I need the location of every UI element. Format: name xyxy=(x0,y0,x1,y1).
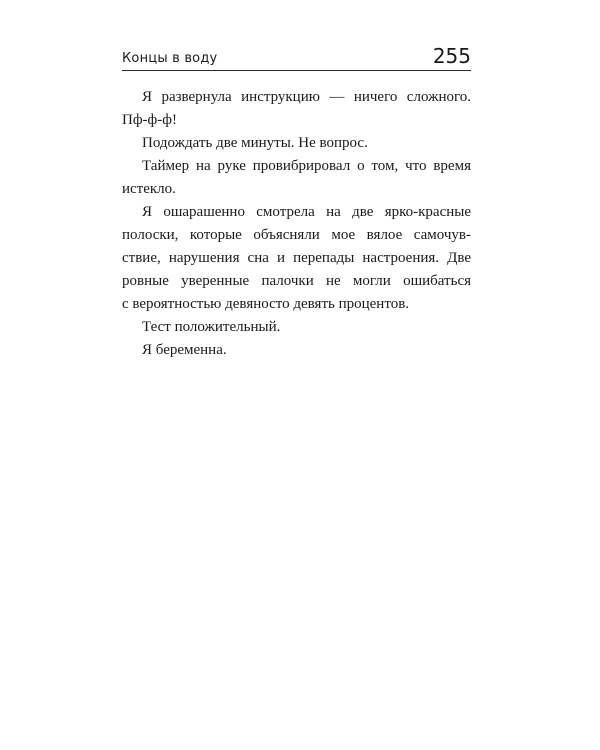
text-line: Я беременна. xyxy=(142,342,227,358)
text-line: Пф-ф-ф! xyxy=(122,112,177,128)
text-line: ровные уверенные палочки не могли ошибаться xyxy=(122,273,471,289)
text-line: Подождать две минуты. Не вопрос. xyxy=(142,135,368,151)
running-header xyxy=(122,44,471,71)
text-line: Таймер на руке провибрировал о том, что время xyxy=(142,158,471,174)
body-text xyxy=(122,86,471,362)
paragraph xyxy=(122,201,471,316)
text-line: истекло. xyxy=(122,181,176,197)
text-line: с вероятностью девяносто девять процентов. xyxy=(122,296,410,312)
paragraph xyxy=(122,339,471,362)
text-line: Тест положительный. xyxy=(142,319,281,335)
text-line: Я развернула инструкцию — ничего сложного. xyxy=(142,89,471,105)
paragraph xyxy=(122,132,471,155)
paragraph xyxy=(122,155,471,201)
paragraph xyxy=(122,316,471,339)
text-line: ствие, нарушения сна и перепады настроения. Две xyxy=(122,250,471,266)
text-line: Я ошарашенно смотрела на две ярко-красные xyxy=(142,204,471,220)
page-number: 255 xyxy=(432,44,471,68)
text-line: полоски, которые объясняли мое вялое самочув- xyxy=(122,227,471,243)
paragraph xyxy=(122,86,471,132)
running-title: Концы в воду xyxy=(122,51,218,66)
